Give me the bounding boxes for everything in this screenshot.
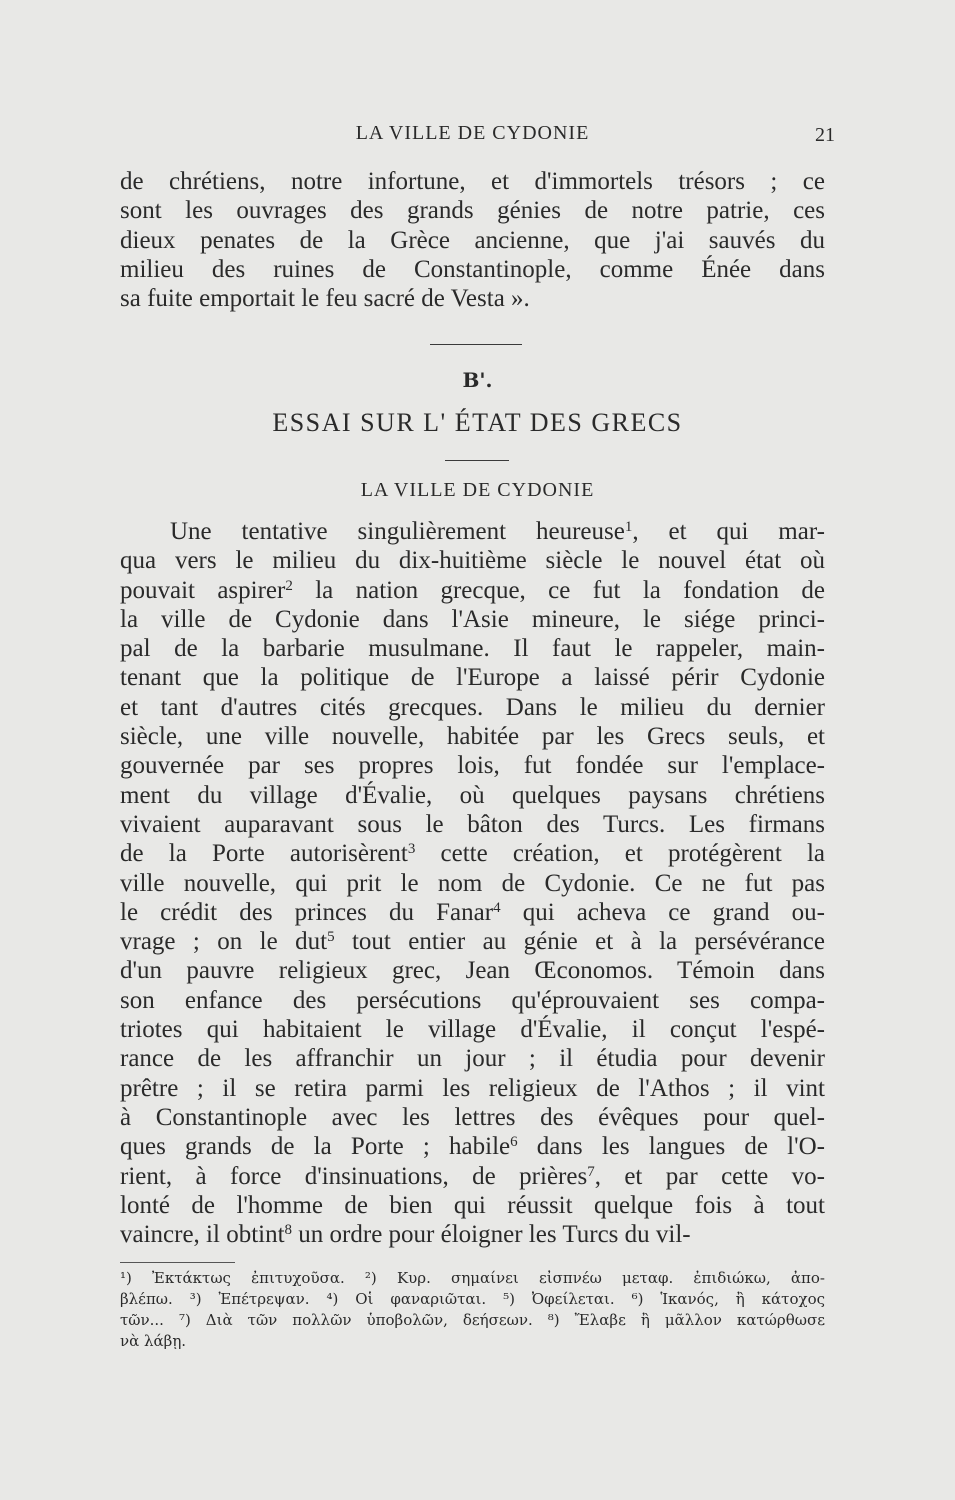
text-segment: qua vers le milieu du dix-huitième siècle le nouvel état où (120, 547, 825, 575)
text-line (120, 751, 825, 780)
page-number: 21 (815, 124, 835, 146)
text-segment: prêtre ; il se retira parmi les religieux de l'Athos ; il vint (120, 1074, 825, 1102)
text-segment: tenant que la politique de l'Europe a laissé périr Cydonie (120, 664, 825, 692)
text-line (120, 898, 825, 927)
divider-rule (445, 460, 509, 461)
footnote-marker: 4 (493, 899, 501, 916)
text-line (120, 781, 825, 810)
text-line (120, 634, 825, 663)
text-segment: dans les langues de l'O- (517, 1133, 825, 1161)
text-line (120, 546, 825, 575)
footnote-marker: 8 (284, 1222, 293, 1239)
text-line (120, 1044, 825, 1073)
text-line (120, 1103, 825, 1132)
text-segment: son enfance des persécutions qu'éprouvaient ses compa- (120, 986, 825, 1014)
running-title: LA VILLE DE CYDONIE (355, 122, 590, 144)
text-line (120, 956, 825, 985)
text-line: sont les ouvrages des grands génies de notre patrie, ces (120, 197, 825, 225)
text-segment: d'un pauvre religieux grec, Jean Œconomos. Témoin dans (120, 957, 825, 985)
text-line (120, 722, 825, 751)
text-segment: rient, à force d'insinuations, de prières (120, 1162, 588, 1190)
text-line (120, 1220, 825, 1249)
text-line (120, 810, 825, 839)
body-paragraph (120, 517, 825, 1249)
text-segment: de la Porte autorisèrent (120, 840, 408, 868)
text-segment: , et par cette vo- (594, 1162, 825, 1190)
footnote-rule (120, 1262, 235, 1263)
text-segment: le crédit des princes du Fanar (120, 898, 494, 926)
text-line (120, 1015, 825, 1044)
text-segment: cette création, et protégèrent la (415, 840, 825, 868)
footnote-marker: 7 (587, 1163, 595, 1180)
text-line (120, 576, 825, 605)
text-line (120, 1074, 825, 1103)
text-line: sa fuite emportait le feu sacré de Vesta ». (120, 285, 530, 313)
text-line (120, 663, 825, 692)
text-segment: , et qui mar- (632, 518, 826, 545)
text-line (120, 1191, 825, 1220)
text-line: de chrétiens, notre infortune, et d'immortels trésors ; ce (120, 168, 825, 195)
text-segment: pouvait aspirer (120, 576, 286, 604)
text-segment: rance de les affranchir un jour ; il étudia pour devenir (120, 1045, 825, 1073)
text-segment: gouvernée par ses propres lois, fut fondée sur l'emplace- (120, 752, 825, 780)
text-segment: un ordre pour éloigner les Turcs du vil- (292, 1221, 691, 1249)
text-segment: vaincre, il obtint (120, 1221, 285, 1249)
text-segment: ques grands de la Porte ; habile (120, 1133, 511, 1161)
text-line (120, 693, 825, 722)
text-segment: pal de la barbarie musulmane. Il faut le rappeler, main- (120, 635, 825, 663)
text-segment: lonté de l'homme de bien qui réussit quelque fois à tout (120, 1191, 825, 1219)
footnote-marker: 5 (327, 929, 335, 946)
text-segment: Une tentative singulièrement heureuse (170, 518, 625, 545)
text-line (120, 1132, 825, 1161)
text-segment: vivaient auparavant sous le bâton des Turcs. Les firmans (120, 810, 825, 838)
text-line (120, 927, 825, 956)
intro-paragraph (120, 167, 825, 313)
footnote-line: νὰ λάβῃ. (120, 1332, 187, 1350)
footnote-line: ¹) Ἐκτάκτως ἐπιτυχοῦσα. ²) Κυρ. σημαίνει εἰσπνέω μεταφ. ἐπιδιώκω, ἀπο- (120, 1269, 825, 1287)
footnote-marker: 6 (510, 1134, 518, 1151)
footnote-marker: 1 (624, 519, 633, 535)
text-line (120, 1162, 825, 1191)
footnote-marker: 2 (285, 577, 293, 594)
section-subtitle: LA VILLE DE CYDONIE (360, 479, 595, 501)
text-line (120, 605, 825, 634)
text-line (120, 839, 825, 868)
text-line (120, 517, 825, 546)
text-segment: triotes qui habitaient le village d'Évalie, il conçut l'espé- (120, 1016, 825, 1044)
text-segment: et tant d'autres cités grecques. Dans le milieu du dernier (120, 693, 825, 721)
text-segment: siècle, une ville nouvelle, habitée par les Grecs seuls, et (120, 723, 825, 751)
section-title: ESSAI SUR L' ÉTAT DES GRECS (272, 408, 683, 437)
text-line: dieux penates de la Grèce ancienne, que j'ai sauvés du (120, 226, 825, 254)
text-segment: la nation grecque, ce fut la fondation de (292, 576, 825, 604)
footnotes (120, 1268, 825, 1352)
text-line: milieu des ruines de Constantinople, comme Énée dans (120, 255, 825, 283)
text-segment: ment du village d'Évalie, où quelques paysans chrétiens (120, 781, 825, 809)
text-line (120, 869, 825, 898)
text-segment: ville nouvelle, qui prit le nom de Cydonie. Ce ne fut pas (120, 869, 825, 897)
footnote-line: τῶν... ⁷) Διὰ τῶν πολλῶν ὑποβολῶν, δεήσεων. ⁸) Ἔλαβε ἢ μᾶλλον κατώρθωσε (120, 1311, 825, 1329)
text-line (120, 986, 825, 1015)
text-segment: la ville de Cydonie dans l'Asie mineure, le siége princi- (120, 605, 825, 633)
footnote-marker: 3 (407, 841, 416, 858)
text-segment: à Constantinople avec les lettres des évêques pour quel- (120, 1103, 825, 1131)
text-segment: qui acheva ce grand ou- (500, 898, 825, 926)
text-segment: tout entier au génie et à la persévérance (334, 928, 825, 956)
footnote-line: βλέπω. ³) Ἐπέτρεψαν. ⁴) Οἱ φαναριῶται. ⁵) Ὀφείλεται. ⁶) Ἱκανός, ἢ κάτοχος (120, 1290, 825, 1308)
section-letter: B'. (462, 368, 493, 392)
running-header (120, 122, 835, 152)
divider-rule (430, 344, 522, 345)
text-segment: vrage ; on le dut (120, 928, 328, 956)
